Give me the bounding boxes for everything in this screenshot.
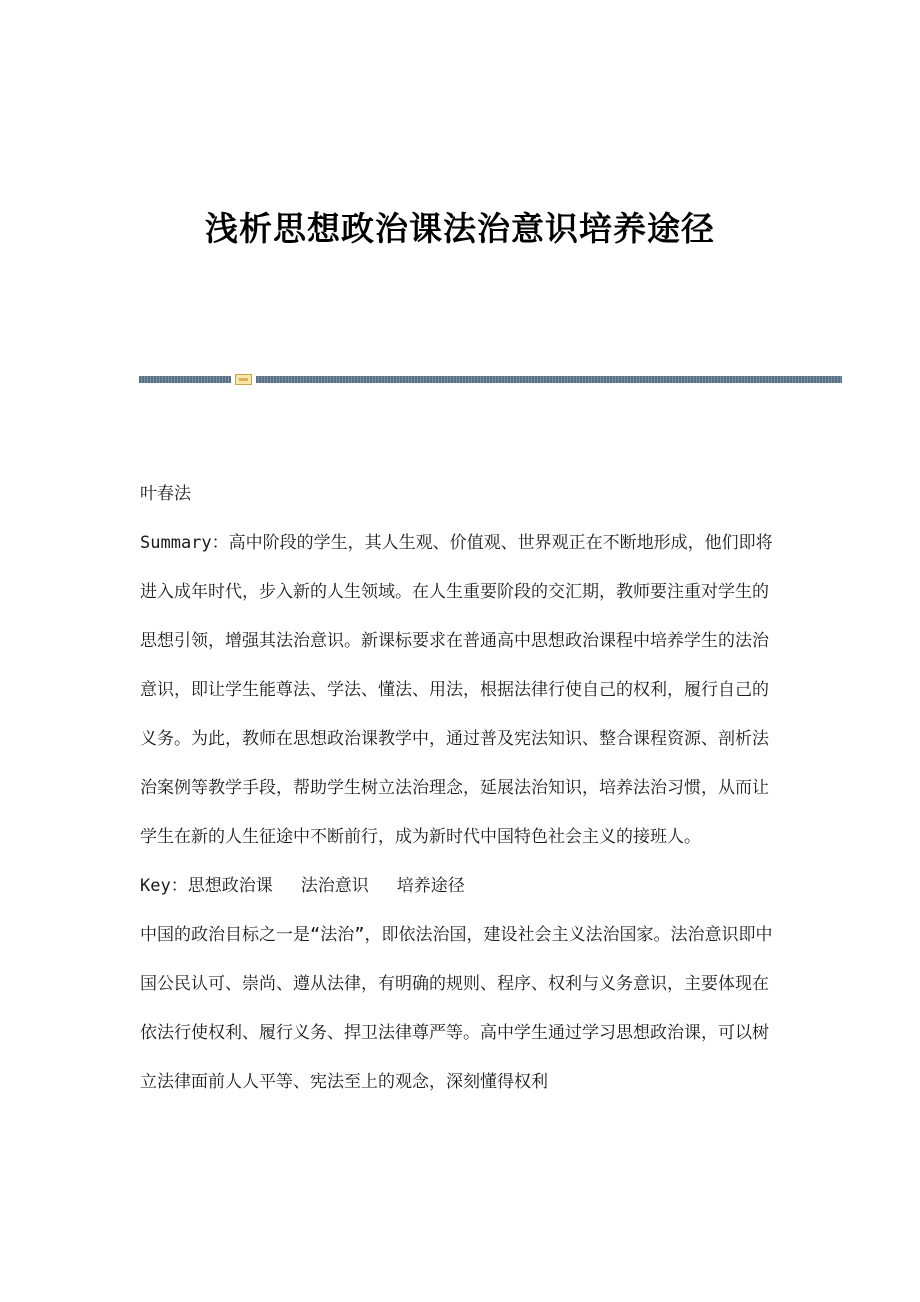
title-divider bbox=[139, 374, 842, 385]
summary-paragraph bbox=[140, 519, 785, 862]
author-name: 叶春法 bbox=[140, 484, 191, 504]
document-body bbox=[140, 470, 785, 1107]
body-paragraph: 中国的政治目标之一是“法治”，即依法治国，建设社会主义法治国家。法治意识即中国公民认可、崇尚、遵从法律，有明确的规则、程序、权利与义务意识，主要体现在依法行使权利、履行义务、捍卫法律尊严等。高中学生通过学习思想政治课，可以树立法律面前人人平等、宪法至上的观念，深刻懂得权利 bbox=[140, 925, 773, 1092]
keywords-line bbox=[140, 862, 785, 911]
summary-text: 高中阶段的学生，其人生观、价值观、世界观正在不断地形成，他们即将进入成年时代，步入新的人生领域。在人生重要阶段的交汇期，教师要注重对学生的思想引领，增强其法治意识。新课标要求在普通高中思想政治课程中培养学生的法治意识，即让学生能尊法、学法、懂法、用法，根据法律行使自己的权利，履行自己的义务。为此，教师在思想政治课教学中，通过普及宪法知识、整合课程资源、剖析法治案例等教学手段，帮助学生树立法治理念，延展法治知识，培养法治习惯，从而让学生在新的人生征途中不断前行，成为新时代中国特色社会主义的接班人。 bbox=[140, 533, 773, 847]
key-label: Key： bbox=[140, 876, 188, 896]
divider-ornament-icon bbox=[235, 374, 252, 385]
keyword-1: 思想政治课 bbox=[187, 876, 273, 896]
keyword-3: 培养途径 bbox=[396, 876, 465, 896]
divider-bar-left bbox=[139, 376, 231, 383]
keyword-2: 法治意识 bbox=[300, 876, 369, 896]
divider-bar-right bbox=[256, 376, 842, 383]
summary-label: Summary： bbox=[140, 533, 229, 553]
document-title: 浅析思想政治课法治意识培养途径 bbox=[205, 209, 715, 248]
